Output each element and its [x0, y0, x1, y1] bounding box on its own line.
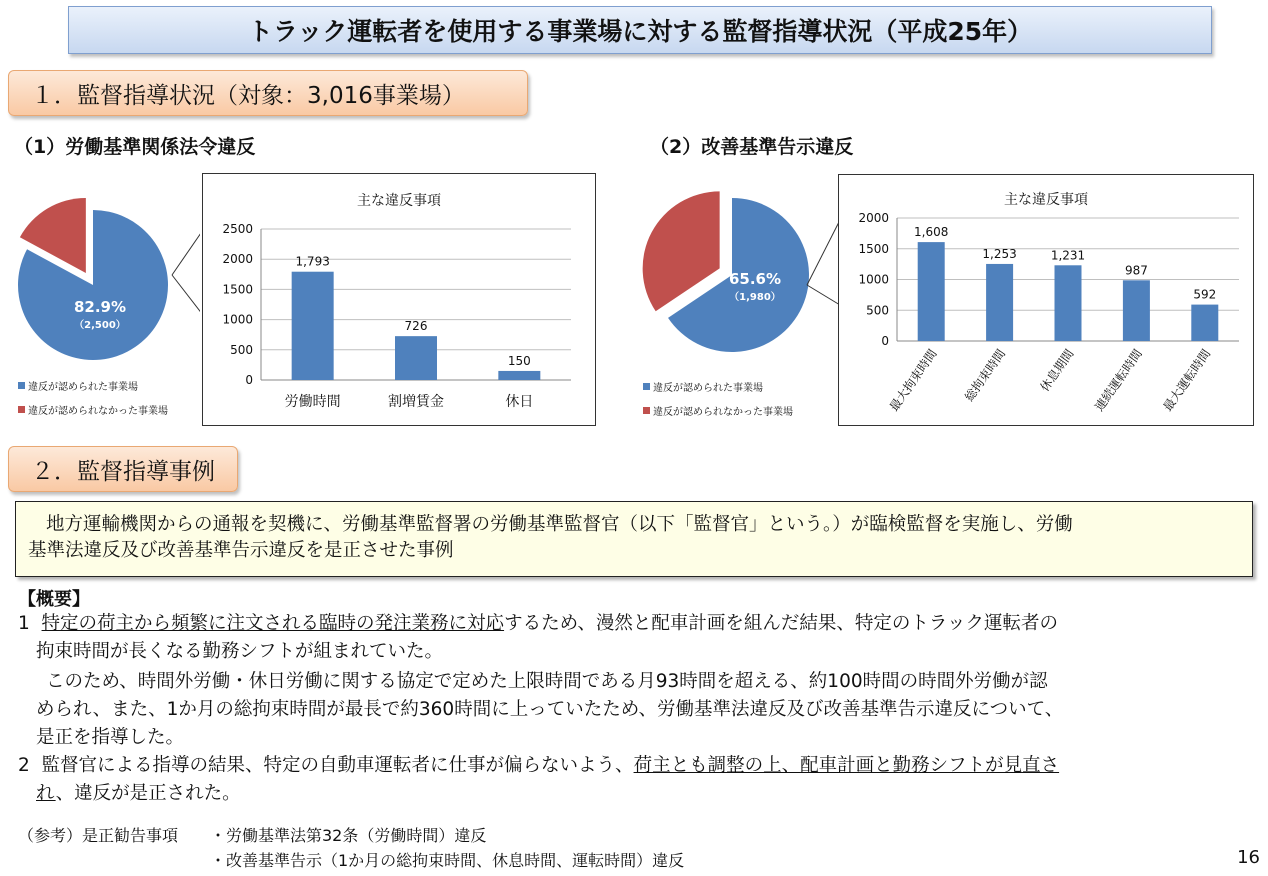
overview-text: 、違反が是正された。	[55, 783, 241, 804]
x-category-label: 連続運転時間	[1092, 346, 1145, 414]
case-summary-line2: 基準法違反及び改善基準告示違反を是正させた事例	[28, 540, 454, 561]
x-category-label: 割増賃金	[388, 394, 444, 410]
overview-item1-line5: 是正を指導した。	[36, 727, 185, 748]
y-tick-label: 2000	[222, 252, 253, 267]
pie1-legend	[18, 373, 168, 421]
section1-right-subtitle: （2）改善基準告示違反	[650, 136, 854, 158]
overview-item1-line1	[18, 611, 1058, 637]
bar	[292, 272, 334, 380]
reference-label: （参考）是正勧告事項	[18, 826, 179, 845]
legend-label: 違反が認められた事業場	[653, 382, 763, 394]
legend-item	[18, 397, 168, 421]
overview-text: するため、漫然と配車計画を組んだ結果、特定のトラック運転者の	[504, 613, 1058, 634]
y-tick-label: 1500	[858, 241, 889, 256]
legend-label: 違反が認められなかった事業場	[28, 405, 168, 417]
bar-value-label: 1,231	[1050, 248, 1086, 263]
bar-value-label: 987	[1124, 263, 1148, 278]
section2-heading: ２．監督指導事例	[8, 446, 238, 492]
bar	[498, 371, 540, 380]
bar-value-label: 150	[507, 353, 531, 368]
pie2-legend	[643, 374, 793, 422]
legend-label: 違反が認められた事業場	[28, 381, 138, 393]
overview-item2-line2	[36, 781, 241, 807]
reference-item-2: ・改善基準告示（1か月の総拘束時間、休息時間、運転時間）違反	[210, 851, 685, 870]
section1-heading: １．監督指導状況（対象：3,016事業場）	[8, 70, 528, 116]
section1-left-subtitle: （1）労働基準関係法令違反	[14, 136, 256, 158]
legend-swatch-blue	[643, 383, 650, 390]
y-tick-label: 2000	[858, 211, 889, 225]
bar-chart-left-plot	[203, 174, 597, 427]
legend-item	[643, 398, 793, 422]
pie2-count: （1,980）	[729, 292, 781, 303]
bar-chart-right-title: 主な違反事項	[1004, 192, 1088, 208]
bar-chart-left-title: 主な違反事項	[357, 193, 441, 209]
bar	[1123, 280, 1150, 341]
x-category-label: 労働時間	[284, 394, 341, 410]
bar-value-label: 1,793	[295, 254, 330, 269]
bar-chart-left	[202, 173, 596, 426]
pie1-percent: 82.9%	[73, 298, 127, 316]
pie2-label	[722, 270, 788, 303]
pie2-percent: 65.6%	[728, 270, 782, 288]
pie1-label	[62, 298, 138, 331]
bar-chart-right	[838, 174, 1254, 426]
y-tick-label: 0	[245, 373, 253, 387]
pie1-count: （2,500）	[74, 320, 126, 331]
overview-item1-line2: 拘束時間が長くなる勤務シフトが組まれていた。	[36, 641, 444, 662]
y-tick-label: 500	[230, 342, 253, 357]
bar-value-label: 1,608	[914, 225, 949, 240]
x-category-label: 最大運転時間	[1160, 346, 1214, 414]
item-number: 2	[18, 755, 30, 776]
x-category-label: 最大拘束時間	[886, 346, 940, 414]
overview-text: 監督官による指導の結果、特定の自動車運転者に仕事が偏らないよう、	[41, 755, 634, 776]
bar	[1191, 305, 1218, 341]
legend-item	[643, 374, 793, 398]
y-tick-label: 1000	[858, 272, 889, 287]
pie-chart-left	[0, 170, 200, 380]
underlined-text: れ	[36, 783, 56, 804]
legend-swatch-red	[18, 406, 25, 413]
legend-swatch-blue	[18, 382, 25, 389]
bar	[918, 242, 945, 341]
legend-item	[18, 373, 168, 397]
y-tick-label: 1000	[222, 312, 253, 327]
y-tick-label: 500	[866, 303, 889, 318]
bar	[395, 336, 437, 380]
bar-value-label: 1,253	[982, 246, 1017, 261]
overview-heading: 【概要】	[18, 589, 90, 610]
legend-label: 違反が認められなかった事業場	[653, 406, 793, 418]
bar-value-label: 726	[404, 319, 428, 334]
y-tick-label: 1500	[222, 282, 253, 297]
bar-value-label: 592	[1193, 287, 1217, 302]
y-tick-label: 2500	[222, 222, 253, 236]
bar	[1055, 265, 1082, 341]
case-summary-box	[15, 501, 1253, 577]
bar-chart-right-plot	[839, 175, 1255, 427]
x-category-label: 休息期間	[1037, 346, 1077, 395]
case-summary-line1: 地方運輸機関からの通報を契機に、労働基準監督署の労働基準監督官（以下「監督官」という。）が臨検監督を実施し、労働	[46, 514, 1073, 535]
overview-item1-line3: このため、時間外労働・休日労働に関する協定で定めた上限時間である月93時間を超える、約100時間の時間外労働が認	[46, 671, 1048, 692]
item-number: 1	[18, 613, 30, 634]
page-title: トラック運転者を使用する事業場に対する監督指導状況（平成25年）	[68, 6, 1212, 54]
x-category-label: 休日	[505, 394, 534, 410]
overview-item2-line1	[18, 753, 1059, 779]
y-tick-label: 0	[881, 334, 889, 348]
underlined-text: 特定の荷主から頻繁に注文される臨時の発注業務に対応	[41, 613, 505, 634]
legend-swatch-red	[643, 407, 650, 414]
bar	[986, 264, 1013, 341]
page-number: 16	[1237, 847, 1260, 868]
overview-item1-line4: められ、また、1か月の総拘束時間が最長で約360時間に上っていたため、労働基準法違反及び改善基準告示違反について、	[36, 699, 1064, 720]
underlined-text: 荷主とも調整の上、配車計画と勤務シフトが見直さ	[633, 755, 1060, 776]
reference-item-1: ・労働基準法第32条（労働時間）違反	[210, 826, 487, 845]
x-category-label: 総拘束時間	[962, 346, 1009, 404]
